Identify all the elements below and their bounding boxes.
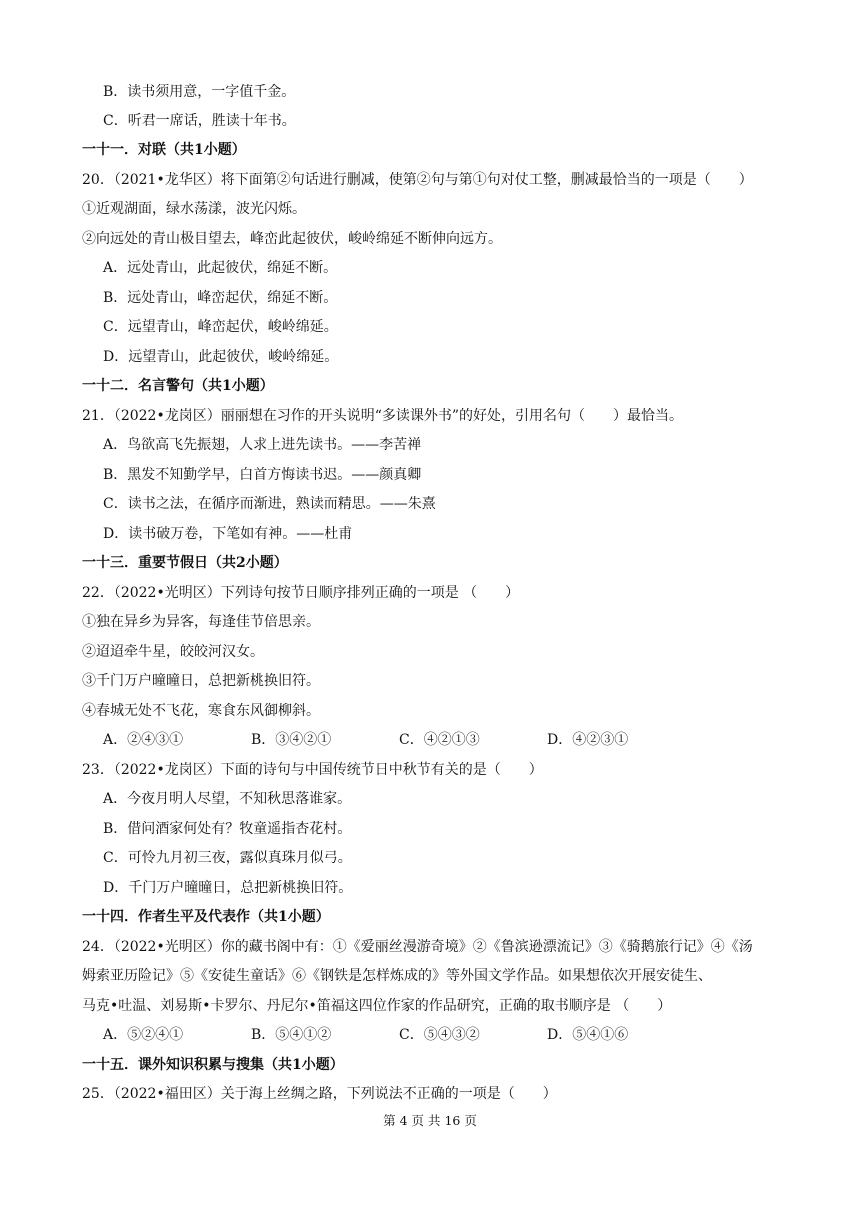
question-23-option-a: A．今夜月明人尽望，不知秋思落谁家。 bbox=[103, 791, 352, 807]
question-20-option-a: A．远处青山，此起彼伏，绵延不断。 bbox=[103, 260, 338, 276]
question-23-option-c: C．可怜九月初三夜，露似真珠月似弓。 bbox=[103, 850, 352, 866]
question-22: 22．（2022•光明区）下列诗句按节日顺序排列正确的一项是 （ ） bbox=[82, 585, 520, 601]
question-20-sentence-2: ②向远处的青山极目望去，峰峦此起彼伏，峻岭绵延不断伸向远方。 bbox=[82, 231, 502, 247]
question-24-options bbox=[103, 1025, 628, 1045]
section-heading-13: 一十三．重要节假日（共2小题） bbox=[82, 555, 288, 571]
question-20-sentence-1: ①近观湖面，绿水荡漾，波光闪烁。 bbox=[82, 201, 306, 217]
question-20: 20．（2021•龙华区）将下面第②句话进行删减，使第②句与第①句对仗工整，删减最恰当的一项是（ ） bbox=[82, 172, 753, 188]
question-25: 25．（2022•福田区）关于海上丝绸之路，下列说法不正确的一项是（ ） bbox=[82, 1086, 557, 1102]
question-24-option-d: D．⑤④①⑥ bbox=[547, 1027, 629, 1043]
question-22-option-c: C．④②①③ bbox=[399, 732, 480, 748]
option-c: C．听君一席话，胜读十年书。 bbox=[103, 113, 296, 129]
question-22-line-4: ④春城无处不飞花，寒食东风御柳斜。 bbox=[82, 703, 320, 719]
section-heading-11: 一十一．对联（共1小题） bbox=[82, 142, 246, 158]
question-23: 23．（2022•龙岗区）下面的诗句与中国传统节日中秋节有关的是（ ） bbox=[82, 762, 543, 778]
question-23-option-d: D．千门万户曈曈日，总把新桃换旧符。 bbox=[103, 880, 353, 896]
question-20-option-d: D．远望青山，此起彼伏，峻岭绵延。 bbox=[103, 349, 339, 365]
question-23-option-b: B．借问酒家何处有？牧童遥指杏花村。 bbox=[103, 821, 352, 837]
section-heading-14: 一十四．作者生平及代表作（共1小题） bbox=[82, 909, 330, 925]
question-24-option-c: C．⑤④③② bbox=[399, 1027, 480, 1043]
question-24-option-a: A．⑤②④① bbox=[103, 1027, 184, 1043]
question-20-option-c: C．远望青山，峰峦起伏，峻岭绵延。 bbox=[103, 319, 338, 335]
question-22-line-3: ③千门万户曈曈日，总把新桃换旧符。 bbox=[82, 673, 320, 689]
question-22-option-a: A．②④③① bbox=[103, 732, 184, 748]
page-footer: 第 4 页 共 16 页 bbox=[383, 1113, 477, 1128]
question-21-option-b: B．黑发不知勤学早，白首方悔读书迟。——颜真卿 bbox=[103, 467, 422, 483]
question-22-option-b: B．③④②① bbox=[251, 732, 332, 748]
question-24-line-1: 24．（2022•光明区）你的藏书阁中有：①《爱丽丝漫游奇境》②《鲁滨逊漂流记》③《骑鹅旅行记》④《汤 bbox=[82, 939, 753, 955]
question-21-option-c: C．读书之法，在循序而渐进，熟读而精思。——朱熹 bbox=[103, 496, 436, 512]
question-24-option-b: B．⑤④①② bbox=[251, 1027, 332, 1043]
question-22-line-2: ②迢迢牵牛星，皎皎河汉女。 bbox=[82, 644, 264, 660]
question-24-line-3: 马克•吐温、刘易斯•卡罗尔、丹尼尔•笛福这四位作家的作品研究，正确的取书顺序是 （ ） bbox=[82, 998, 672, 1014]
question-22-option-d: D．④②③① bbox=[547, 732, 629, 748]
section-heading-15: 一十五．课外知识积累与搜集（共1小题） bbox=[82, 1057, 344, 1073]
question-22-line-1: ①独在异乡为异客，每逢佳节倍思亲。 bbox=[82, 614, 320, 630]
question-20-option-b: B．远处青山，峰峦起伏，绵延不断。 bbox=[103, 290, 338, 306]
question-21: 21．（2022•龙岗区）丽丽想在习作的开头说明“多读课外书”的好处，引用名句（ ）最恰当。 bbox=[82, 408, 684, 424]
option-b: B．读书须用意，一字值千金。 bbox=[103, 84, 296, 100]
section-heading-12: 一十二．名言警句（共1小题） bbox=[82, 378, 274, 394]
question-21-option-d: D．读书破万卷，下笔如有神。——杜甫 bbox=[103, 526, 353, 542]
question-22-options bbox=[103, 730, 628, 750]
question-21-option-a: A．鸟欲高飞先振翅，人求上进先读书。——李苦禅 bbox=[103, 437, 422, 453]
question-24-line-2: 姆索亚历险记》⑤《安徒生童话》⑥《钢铁是怎样炼成的》等外国文学作品。如果想依次开展安徒生、 bbox=[82, 968, 712, 984]
